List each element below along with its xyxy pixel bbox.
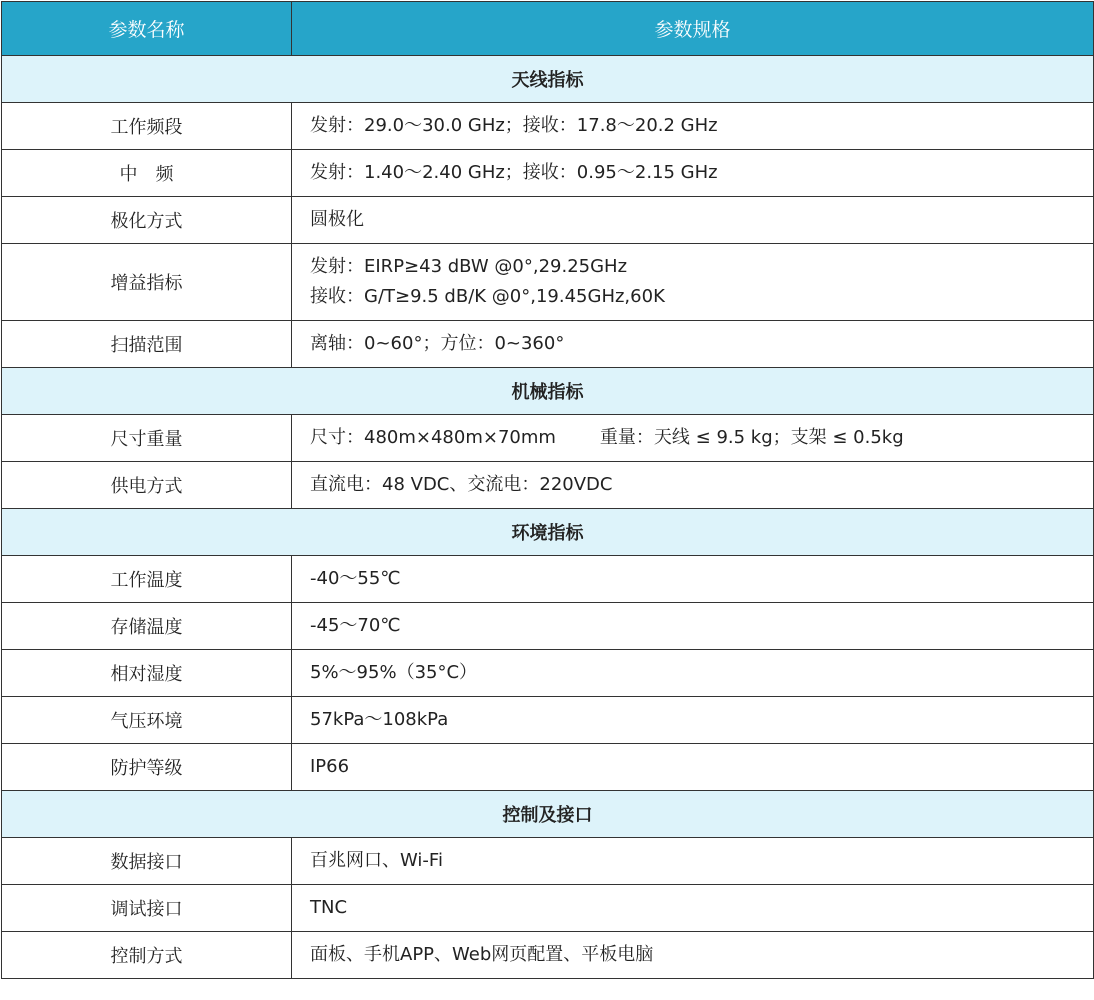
param-name: 相对湿度 — [2, 650, 292, 697]
param-value — [292, 415, 1094, 462]
section-title: 环境指标 — [2, 509, 1094, 556]
param-name: 防护等级 — [2, 744, 292, 791]
param-value-multiline — [292, 244, 1094, 321]
table-row — [2, 103, 1094, 150]
param-value: 圆极化 — [292, 197, 1094, 244]
weight-value: 重量：天线 ≤ 9.5 kg；支架 ≤ 0.5kg — [599, 427, 904, 448]
param-name: 增益指标 — [2, 244, 292, 321]
section-title: 控制及接口 — [2, 791, 1094, 838]
param-name: 控制方式 — [2, 932, 292, 979]
param-value: 面板、手机APP、Web网页配置、平板电脑 — [292, 932, 1094, 979]
param-name: 尺寸重量 — [2, 415, 292, 462]
param-name: 扫描范围 — [2, 321, 292, 368]
table-row — [2, 603, 1094, 650]
section-row — [2, 368, 1094, 415]
section-title: 机械指标 — [2, 368, 1094, 415]
size-value: 尺寸：480m×480m×70mm — [310, 427, 556, 448]
table-row — [2, 321, 1094, 368]
param-value-line: 接收：G/T≥9.5 dB/K @0°,19.45GHz,60K — [310, 286, 665, 307]
param-name: 工作温度 — [2, 556, 292, 603]
table-row — [2, 150, 1094, 197]
param-value: 发射：1.40～2.40 GHz；接收：0.95～2.15 GHz — [292, 150, 1094, 197]
table-row — [2, 885, 1094, 932]
param-value: 百兆网口、Wi-Fi — [292, 838, 1094, 885]
param-name: 工作频段 — [2, 103, 292, 150]
param-name: 调试接口 — [2, 885, 292, 932]
param-value: IP66 — [292, 744, 1094, 791]
table-row — [2, 838, 1094, 885]
table-row — [2, 197, 1094, 244]
header-param-spec: 参数规格 — [292, 2, 1094, 56]
table-row — [2, 650, 1094, 697]
param-name: 存储温度 — [2, 603, 292, 650]
section-row — [2, 56, 1094, 103]
table-row — [2, 556, 1094, 603]
param-name: 极化方式 — [2, 197, 292, 244]
section-row — [2, 791, 1094, 838]
param-value: TNC — [292, 885, 1094, 932]
table-row — [2, 932, 1094, 979]
param-value: 发射：29.0～30.0 GHz；接收：17.8～20.2 GHz — [292, 103, 1094, 150]
param-value: -40～55℃ — [292, 556, 1094, 603]
param-name: 中 频 — [2, 150, 292, 197]
param-value: 离轴：0~60°；方位：0~360° — [292, 321, 1094, 368]
spec-table — [1, 1, 1094, 979]
table-row — [2, 744, 1094, 791]
table-row — [2, 697, 1094, 744]
param-value: 5%～95%（35°C） — [292, 650, 1094, 697]
table-row — [2, 462, 1094, 509]
table-row — [2, 244, 1094, 321]
table-header-row — [2, 2, 1094, 56]
param-name: 数据接口 — [2, 838, 292, 885]
table-row — [2, 415, 1094, 462]
param-value: 直流电：48 VDC、交流电：220VDC — [292, 462, 1094, 509]
param-name: 气压环境 — [2, 697, 292, 744]
param-value: -45～70℃ — [292, 603, 1094, 650]
param-name: 供电方式 — [2, 462, 292, 509]
header-param-name: 参数名称 — [2, 2, 292, 56]
param-value: 57kPa～108kPa — [292, 697, 1094, 744]
section-title: 天线指标 — [2, 56, 1094, 103]
section-row — [2, 509, 1094, 556]
param-value-line: 发射：EIRP≥43 dBW @0°,29.25GHz — [310, 256, 628, 277]
